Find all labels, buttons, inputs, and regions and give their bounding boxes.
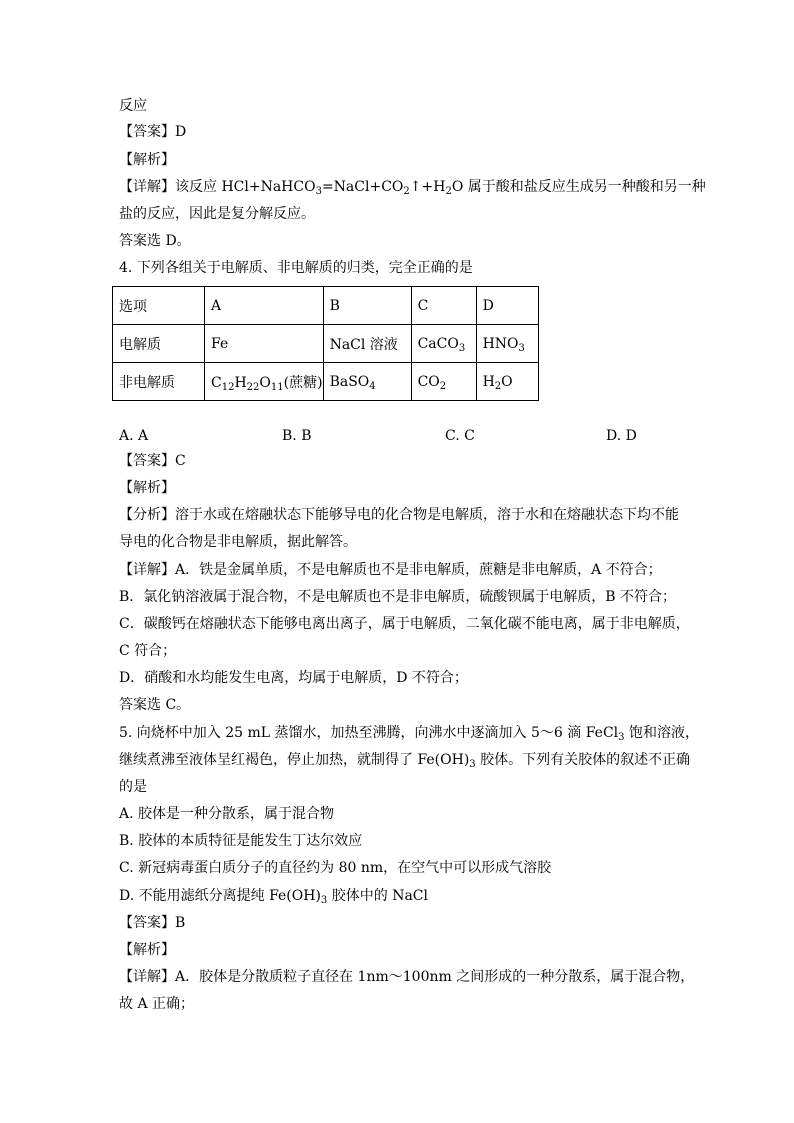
text: C xyxy=(211,374,222,391)
text: =NaCl+CO xyxy=(321,179,404,195)
text: BaSO xyxy=(329,373,370,390)
subscript: 11 xyxy=(270,381,284,393)
line-1: 反应 xyxy=(119,98,147,114)
table-cell: NaCl 溶液 xyxy=(323,325,411,363)
question-5-line-3: 的是 xyxy=(119,779,147,795)
line-5: 盐的反应，因此是复分解反应。 xyxy=(119,206,315,222)
option-a: A. A xyxy=(119,428,149,444)
subscript: 2 xyxy=(439,380,447,392)
table-cell: 选项 xyxy=(113,287,205,325)
classification-table xyxy=(112,286,539,401)
subscript: 2 xyxy=(494,380,502,392)
text: H xyxy=(234,374,247,391)
text: 【详解】该反应 HCl+NaHCO xyxy=(119,179,316,195)
question-5 xyxy=(119,723,699,743)
table-cell: 电解质 xyxy=(113,325,205,363)
text: O xyxy=(501,373,513,390)
text: 胶体中的 NaCl xyxy=(327,888,428,904)
text: 继续煮沸至液体呈红褐色，停止加热，就制得了 Fe(OH) xyxy=(119,752,470,768)
table-cell: D xyxy=(476,287,538,325)
option-d: D. D xyxy=(606,428,637,444)
choice-b: B. 胶体的本质特征是能发生丁达尔效应 xyxy=(119,833,363,849)
subscript: 4 xyxy=(369,380,376,392)
text: O xyxy=(259,374,271,391)
table-cell xyxy=(411,363,476,401)
line-13: B．氯化钠溶液属于混合物，不是电解质也不是非电解质，硫酸钡属于电解质，B 不符合； xyxy=(119,589,677,605)
subscript: 2 xyxy=(445,186,452,197)
table-row xyxy=(113,287,539,325)
text: (蔗糖) xyxy=(283,374,323,391)
line-17: 答案选 C。 xyxy=(119,697,191,713)
analysis-label: 【解析】 xyxy=(119,942,175,958)
table-cell xyxy=(476,325,538,363)
subscript: 3 xyxy=(618,732,625,743)
answer-label: 【答案】C xyxy=(119,453,186,469)
line-16: D．硝酸和水均能发生电离，均属于电解质，D 不符合； xyxy=(119,670,468,686)
subscript: 3 xyxy=(320,895,328,906)
choice-d xyxy=(119,886,428,906)
line-12: 【详解】A．铁是金属单质，不是电解质也不是非电解质，蔗糖是非电解质，A 不符合； xyxy=(119,562,662,578)
subscript: 2 xyxy=(403,186,410,197)
line-27: 【详解】A．胶体是分散质粒子直径在 1nm～100nm 之间形成的一种分散系，属于混合物， xyxy=(119,969,695,985)
table-cell: B xyxy=(323,287,411,325)
text: CO xyxy=(417,373,440,390)
subscript: 3 xyxy=(469,759,476,770)
subscript: 22 xyxy=(246,381,260,393)
table-row xyxy=(113,325,539,363)
line-10: 【分析】溶于水或在熔融状态下能够导电的化合物是电解质，溶于水和在熔融状态下均不能 xyxy=(119,507,679,523)
subscript: 3 xyxy=(518,342,525,354)
option-c: C. C xyxy=(445,428,475,444)
table-cell xyxy=(205,363,324,401)
question-5-line-2 xyxy=(119,750,690,770)
line-28: 故 A 正确； xyxy=(119,996,195,1012)
table-cell: 非电解质 xyxy=(113,363,205,401)
text: CaCO xyxy=(417,335,459,352)
text: O 属于酸和盐反应生成另一种酸和另一种 xyxy=(451,179,706,195)
text: H xyxy=(482,373,495,390)
text: ↑+H xyxy=(409,179,446,195)
choice-a: A. 胶体是一种分散系，属于混合物 xyxy=(119,806,335,822)
text: 饱和溶液， xyxy=(624,725,699,741)
question-4: 4. 下列各组关于电解质、非电解质的归类，完全正确的是 xyxy=(119,260,473,276)
line-14: C．碳酸钙在熔融状态下能够电离出离子，属于电解质，二氧化碳不能电离，属于非电解质， xyxy=(119,616,690,632)
option-b: B. B xyxy=(282,428,312,444)
detail-line xyxy=(119,177,706,197)
text: 5. 向烧杯中加入 25 mL 蒸馏水，加热至沸腾，向沸水中逐滴加入 5～6 滴 FeCl xyxy=(119,725,619,741)
text: HNO xyxy=(482,335,519,352)
text: D. 不能用滤纸分离提纯 Fe(OH) xyxy=(119,888,321,904)
table-cell: Fe xyxy=(205,325,324,363)
table-cell xyxy=(476,363,538,401)
analysis-label: 【解析】 xyxy=(119,152,175,168)
table-cell xyxy=(411,325,476,363)
text: 胶体。下列有关胶体的叙述不正确 xyxy=(475,752,691,768)
answer-label: 【答案】B xyxy=(119,915,186,931)
table-cell: C xyxy=(411,287,476,325)
line-15: C 符合； xyxy=(119,643,177,659)
choice-c: C. 新冠病毒蛋白质分子的直径约为 80 nm，在空气中可以形成气溶胶 xyxy=(119,860,552,876)
answer-label: 【答案】D xyxy=(119,124,187,140)
subscript: 3 xyxy=(458,342,466,354)
table-cell xyxy=(323,363,411,401)
subscript: 12 xyxy=(221,381,235,393)
line-6: 答案选 D。 xyxy=(119,233,191,249)
analysis-label: 【解析】 xyxy=(119,480,175,496)
table-row xyxy=(113,363,539,401)
line-11: 导电的化合物是非电解质，据此解答。 xyxy=(119,534,357,550)
subscript: 3 xyxy=(315,186,322,197)
table-cell: A xyxy=(205,287,324,325)
